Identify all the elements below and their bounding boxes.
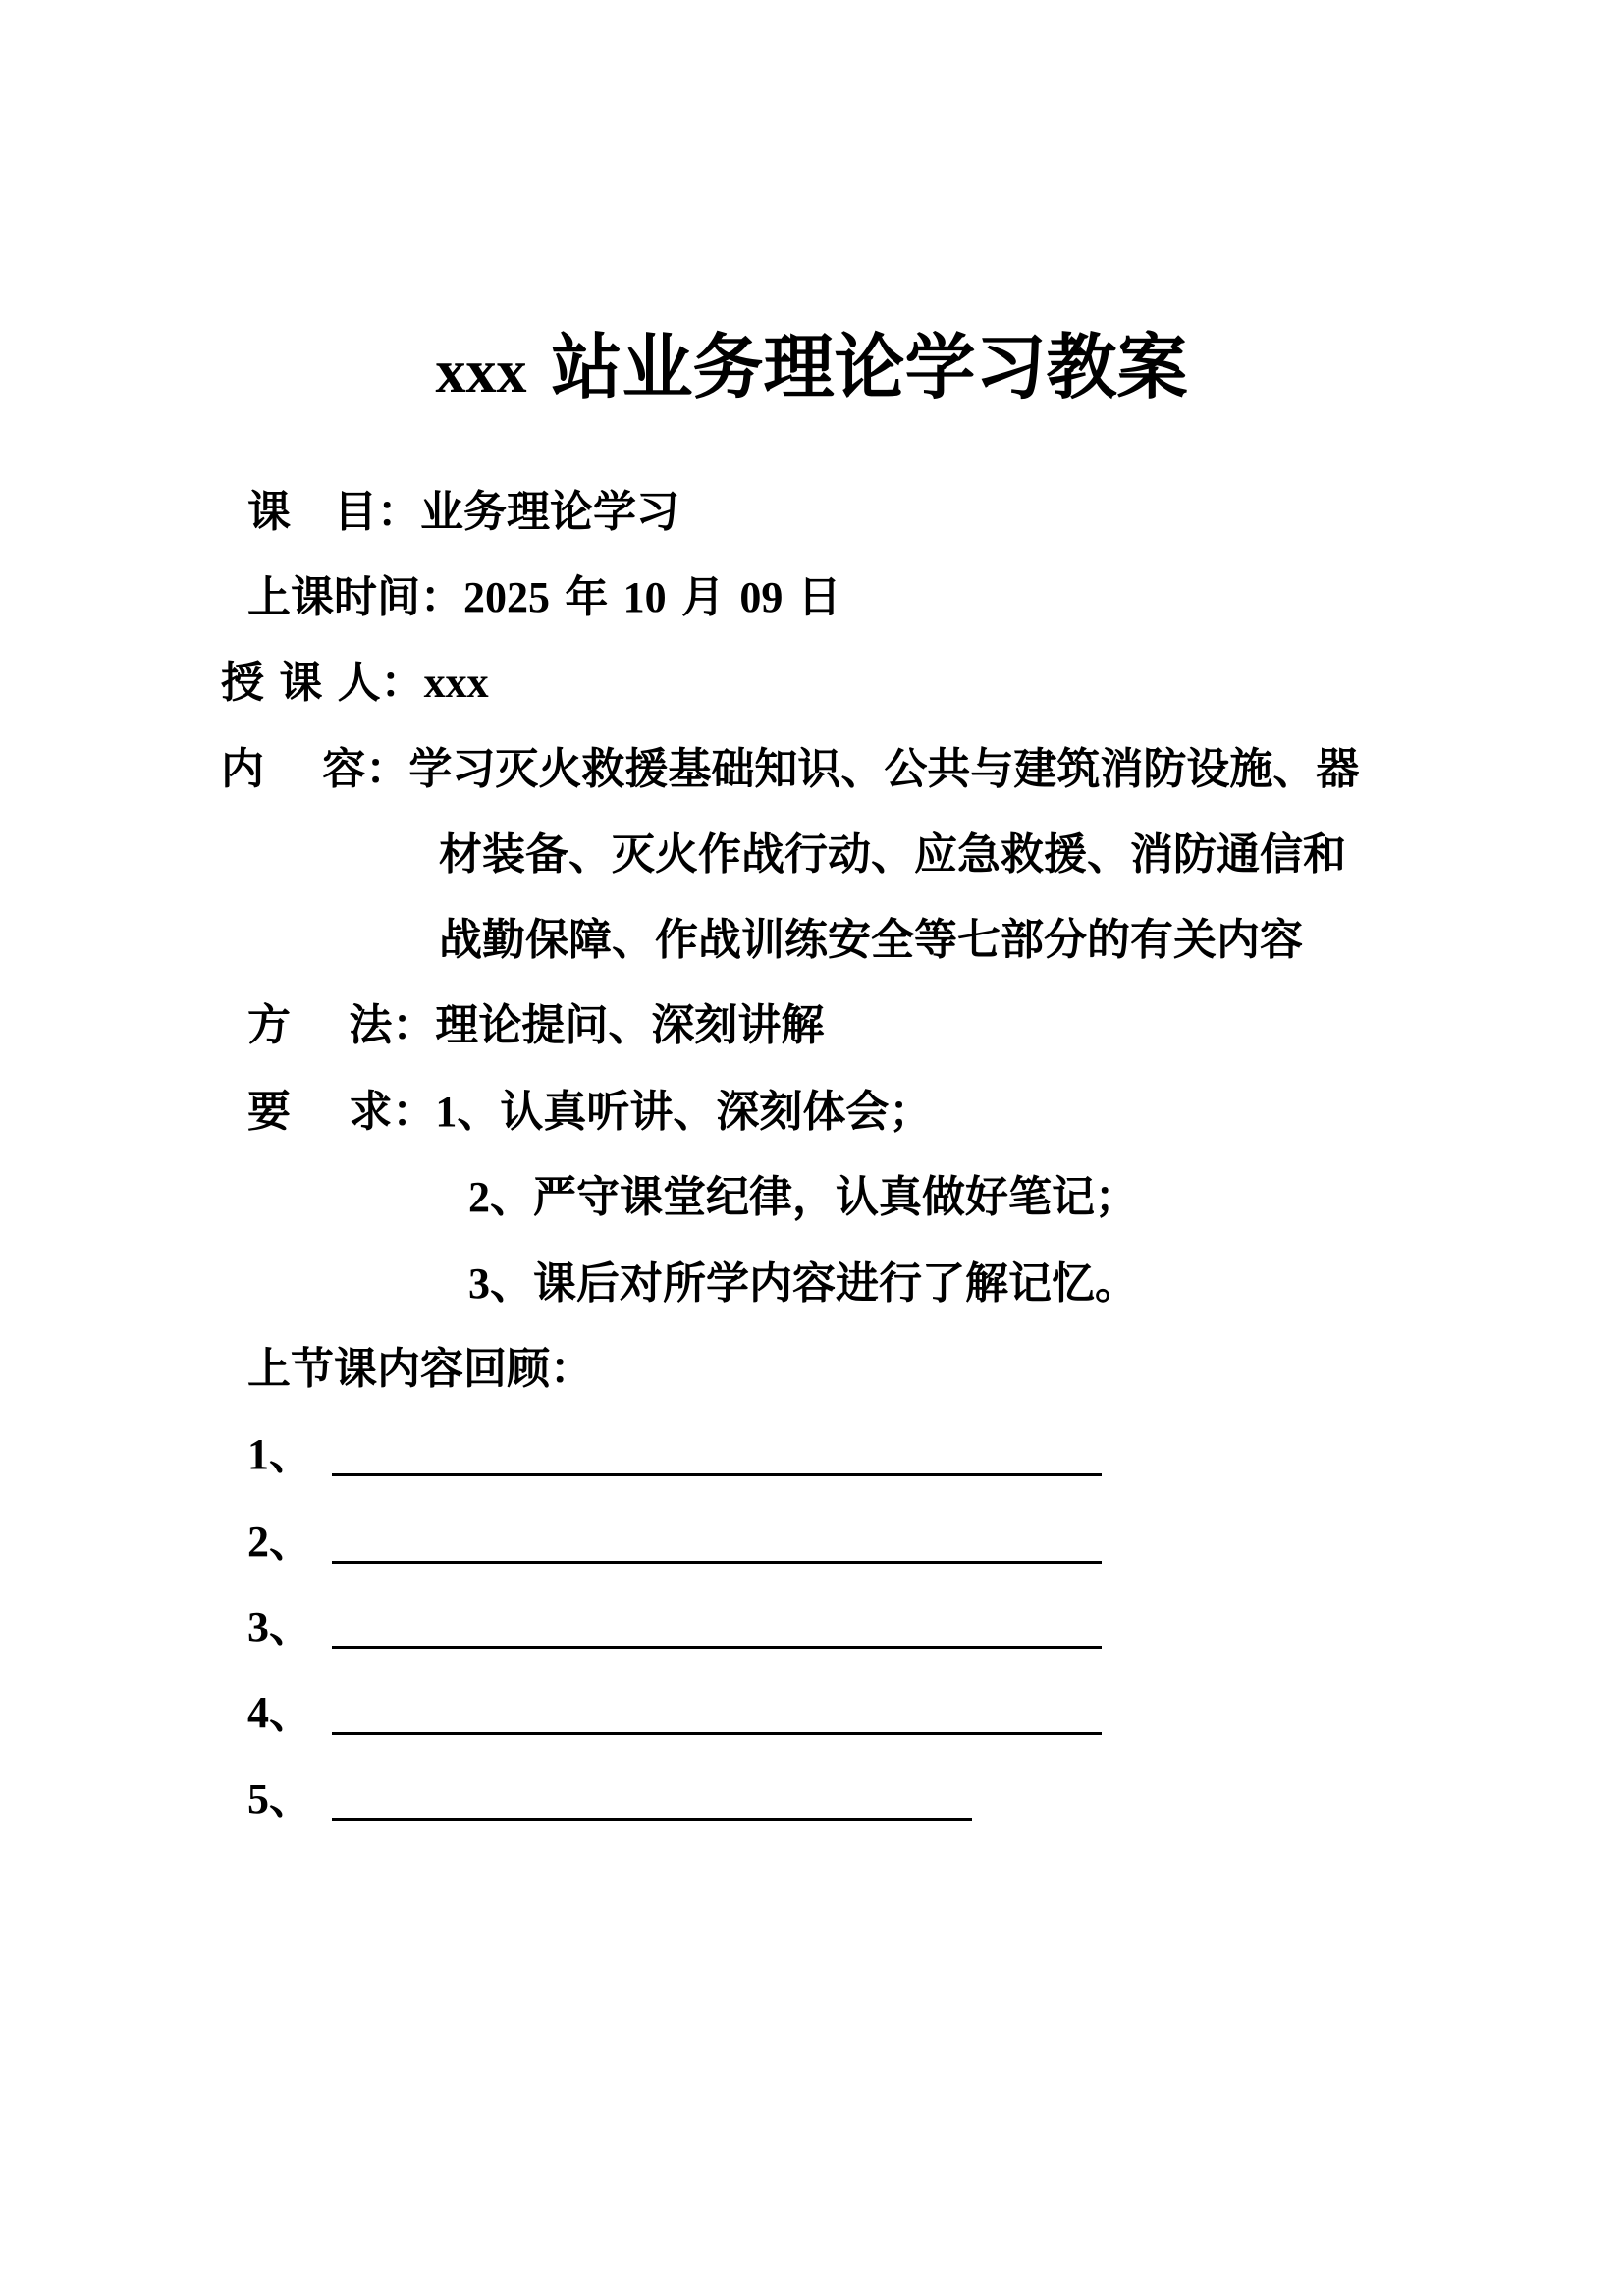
- review-number: 5: [247, 1775, 269, 1823]
- time-month-unit: 月: [680, 572, 725, 622]
- review-number: 3: [247, 1603, 269, 1651]
- review-number: 4: [247, 1688, 269, 1736]
- review-number: 2: [247, 1518, 269, 1566]
- review-heading: 上节课内容回顾：: [247, 1344, 593, 1394]
- review-blank-line[interactable]: [332, 1692, 1102, 1735]
- content-row: [221, 744, 1360, 794]
- review-sep: 、: [269, 1602, 312, 1652]
- review-blank-line[interactable]: [332, 1607, 1102, 1649]
- title-prefix: xxx: [435, 339, 527, 405]
- requirements-row: [247, 1087, 933, 1137]
- course-label: 课 目：: [247, 487, 420, 537]
- requirement-item: [468, 1172, 1138, 1222]
- method-value: 理论提问、深刻讲解: [435, 1000, 825, 1050]
- content-line: 战勤保障、作战训练安全等七部分的有关内容: [439, 915, 1303, 965]
- review-sep: 、: [269, 1429, 312, 1479]
- time-month: 10: [622, 573, 667, 621]
- review-item: [247, 1602, 1102, 1652]
- time-day: 09: [739, 573, 784, 621]
- review-sep: 、: [269, 1687, 312, 1737]
- time-label: 上课时间：: [247, 572, 463, 622]
- requirements-label: 要 求：: [247, 1087, 436, 1137]
- review-sep: 、: [269, 1774, 312, 1824]
- course-value: 业务理论学习: [420, 487, 679, 537]
- requirement-number: 1: [435, 1088, 458, 1136]
- content-label: 内 容：: [221, 744, 409, 794]
- requirement-text: 、课后对所学内容进行了解记忆。: [490, 1258, 1138, 1308]
- review-item: [247, 1687, 1102, 1737]
- title-main: 站业务理论学习教案: [551, 326, 1188, 408]
- requirement-text: 、认真听讲、深刻体会；: [457, 1087, 933, 1137]
- review-item: [247, 1517, 1102, 1567]
- content-line: 学习灭火救援基础知识、公共与建筑消防设施、器: [408, 744, 1360, 794]
- content-line: 材装备、灭火作战行动、应急救援、消防通信和: [439, 829, 1346, 880]
- review-item: [247, 1429, 1102, 1479]
- time-year-unit: 年: [565, 572, 609, 622]
- time-year: 2025: [463, 573, 550, 621]
- page-title: [0, 326, 1623, 408]
- method-row: [247, 1000, 825, 1050]
- course-row: [247, 487, 679, 537]
- review-blank-line[interactable]: [332, 1434, 1102, 1476]
- time-row: [247, 572, 841, 622]
- review-number: 1: [247, 1430, 269, 1478]
- requirement-item: [468, 1258, 1138, 1308]
- review-blank-line[interactable]: [332, 1522, 1102, 1564]
- requirement-number: 2: [468, 1173, 490, 1221]
- time-day-unit: 日: [797, 572, 841, 622]
- review-sep: 、: [269, 1517, 312, 1567]
- requirement-text: 、严守课堂纪律，认真做好笔记；: [490, 1172, 1138, 1222]
- method-label: 方 法：: [247, 1000, 436, 1050]
- review-item: [247, 1774, 972, 1824]
- review-blank-line[interactable]: [332, 1779, 972, 1821]
- requirement-number: 3: [468, 1259, 490, 1308]
- teacher-row: [221, 658, 489, 708]
- teacher-value: xxx: [423, 659, 489, 707]
- teacher-label: 授 课 人：: [221, 658, 424, 708]
